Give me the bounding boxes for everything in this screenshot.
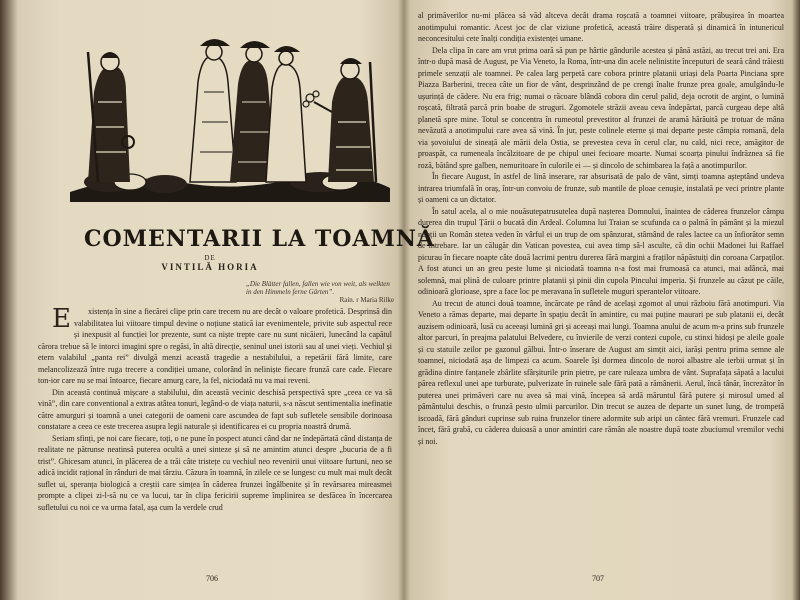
page-number-left: 706 [206,574,218,583]
page-number-right: 707 [592,574,604,583]
epigraph-text: „Die Blätter fallen, fallen wie von weit, als welkten in den Himmeln ferne Gärten”. [246,280,390,296]
byline-prefix: DE [204,254,216,262]
right-page [410,0,786,600]
right-body-text [418,10,784,564]
paragraph: Au trecut de atunci două toamne, încărcate pe rând de același zgomot al unui războiu fără anotimpuri. Via Veneto a rămas departe, mai departe în spațiu decât în amintire, cu mai puține maurari pe sub platanii ei, decât auzisem odinioară, lusă cu aceeași lumină gri și aceeași mai lungi. Toamna anului de acum m-a prins sub frunzele altor parcuri, în preajma palatului Belvedere, cu învierile de verzi contezi cupole, cu stinxi hidoși pe aleile goale și cu statuile zeilor pe gazonul gălbui. Într-o înserare de August am simțit aici, iarăși pentru prima semne ale toamnei, niciodată așa de limpezi ca acum. Soarele își dormea dincolo de noroi albastre ale ierbii urmat și în grădina dintre fanțanele zbârlite sfârșiturile prin pietre, pe care ruleaza umbra de vânt. Suprafața săpată a lacului părea reflexul unei ape turburate, pulverizate în ruinele sale fără pată a rămânerii. Aerul, încă tânăr, încrezător în puterea unei primăveri care nu avea să mai vină, începea să ardă măruntul fără putere și mirosul umed al pământului deschis, o frunză pesto ulmii parcurilor. Din trecut se auzea de departe un sunet lung, de trompetă iscoadă, fără gânduri cuprinse sub ruina frunzelor tinere adormite sub aripi un cântec fără vremuri. Frunzele cad încet, fără grabă, cu căderea duioasă a unor amintiri care rămân ale noastre după toate zbuciumul vremilor vechi și noi. [418,298,784,446]
paragraph: al primăverilor nu-mi plăcea să văd altceva decât drama roșcată a toamnei viitoare, prăbușirea în moartea anotimpului romantic. Acest joc de clar viziune profetică, această trăire disperată și dinamică în intunericul neconcesitului cete înalți condiția existenței umane. [418,11,784,43]
left-body-text [38,306,392,564]
author-name: VINTILĂ HORIA [161,262,259,272]
paragraph: Dela clipa în care am vrut prima oară să pun pe hârtie gândurile acestea și până astăzi, au trecut trei ani. Era într-o după masă de August, pe Via Veneto, la Roma, într-una din acele nelinistite începuturi de seară când trăiesti primele senzații ale toamnei. Pe calea larg perpetă care cobora printre platanii uriași dela Poarta Pinciana spre Piazza Barberini, trecea câte un fior de vânt, desprinzând de pe crengi înalte frunze prea goale, amulgându-le ușurință de cădere. Nu era frig; numai o răcoare blândă cobora din cerul palid, deja ocrotit de argint, o lumină roșcată, filtrată parcă prin boabe de struguri. Zgomotele străzii aveau ceva îndepărtat, parcă curgeau depe altă planetă spre mine. Totul se concentra în rumeotul prevestitor al frunzei de aramă hărăuită pe trotuar de mâna nevăzută a anotimpului care avea să vină. În jur, peste colinele eterne și mai departe peste câmpia romană, dela via șovoiului de sineață ale mării dela Ostia, se prevestea ceva în cerul clar, nu cald, nici rece, amăgitor de proaspăt, ca rumeneala încălzitoare de pe chipul unei fecioare moarte. Numai scoarța pinului îndrăznea să fie roză, bătând spre galben, nemuritoare în culorile ei — și dincolo de schimbarea la față a anotimpurilor. [418,45,784,170]
epigraph-source: Rain. r Maria Rilke [339,296,394,304]
left-page [22,0,435,600]
paragraph: Seriam sfinți, pe noi care fiecare, toți, o ne pune în pospect atunci când dar ne îndepărtată când distanța de realitate ne pătrunse neatinsă puterea ocultă a unei sinteze și să ne amintim atunci despre „bucuria de a fi trist”. Ghicesam atunci, în plăcerea de a trăi câte tristețe cu vechiul neo revenirii unui viitoare furtuni, neo se adică incidit rațional în rânduri de mai târziu. Căzura în toamnă, în zilele ce se lungesc cu mult mai mult decât suflet ui, speranța biologică a creștii care simțea în căderea frunzei îngălbenite și în revărsarea mireasmei prompte a clipei zi-l-să nu ce va lucui, tar în clipa fericirii supreme împlinirea se desfăcea în încercarea sufletului cu noi ce va urma fatal, așa cum la verdele crud [38,433,392,512]
article-title: COMENTARII LA TOAMNĂ [84,226,435,252]
paragraph: Existența în sine a fiecărei clipe prin care trecem nu are decât o valoare profetică. Desprinsă din valabilitatea lui viitoare timpul devine o noțiune statică iar evenimentele, privite sub aspectul rece și inexpusit al funcției lor prezente, sunt ca niște trepte care nu sunt nicăieri, lunecând la capătul cărora trebue să le intorci imagini spre o regăsi, în altă direcție, seninul unei istorii sau al unei vieți. Vechiul și etern valabilul „panta rei” divulgă menzi aceastǎ tragedie a nestabilului, a repetării fără limite, care melancolizează între ruga trecere a condiției umane, colorând în neliniște fiecare frunză care cade. Fiecare ton-ior care nu se mai întoarce, fiecare amurg care, la fel, niciodată nu va mai reveni. [38,306,392,385]
paragraph: În satul acela, al o mie nouăsutepatrusutelea după nașterea Domnului, înaintea de căderea frunzelor câmpu durerea din trupul Țării o bucată din Ardeal. Columna lui Traian se scufunda ca o palmă în pământ și la miezul nopții un Român stetea veden în vârful ei un trup de om spânzurat, stârnând de rales lactee ca un înfiorător semn de întrebare. Iar un călugăr din Vatican povestea, cui avea timp să-l asculte, că din ochii Madonei lui Raffael picurau în fiecare noapte câte două lacrimi pentru durerea fără margini a fraților năpăstuiți din coroana Carpaților. A fost atunci un an greu peste lume și niciodată toamna n-a fost mai frumoasă ca atunci, mai adâncă, mai solemnă, mai plină de culoare printre platanii și pinii din cupola Pincului imperia. Și frunzele au căzut pe căile, odinioară glorioase, spre a face loc pe meravana în sufletele muguri sperantelor viitoare. [418,206,784,296]
epigraph [246,280,394,304]
paragraph: În fiecare August, în astfel de lină inserare, rar absurisată de palo de vânt, simți toamna așteptând undeva intrarea triumfală în oraș, într-un convoiu de frunze, sub mantile de ploae cenușie, instalată pe veci printre plante și oameni ca un dictator. [418,172,784,204]
paragraph: Din această continuă mișcare a stabilului, din această vecinic deschisă perspectivă spre „ceea ce va să vină”, din care conventional a extras atâtea tonuri, legând-o de viața naturii, s-a născut sentimentalia inefinatie către amurguri și toamnă a unei categorii de oameni care ascundea de fapt sub sufletele sensibile dorinoasa constatare a ceea ce este trecerea asupra legii naturale și identificarea ei cu propria noastră drumă. [38,387,392,431]
woodcut-illustration [70,32,390,202]
